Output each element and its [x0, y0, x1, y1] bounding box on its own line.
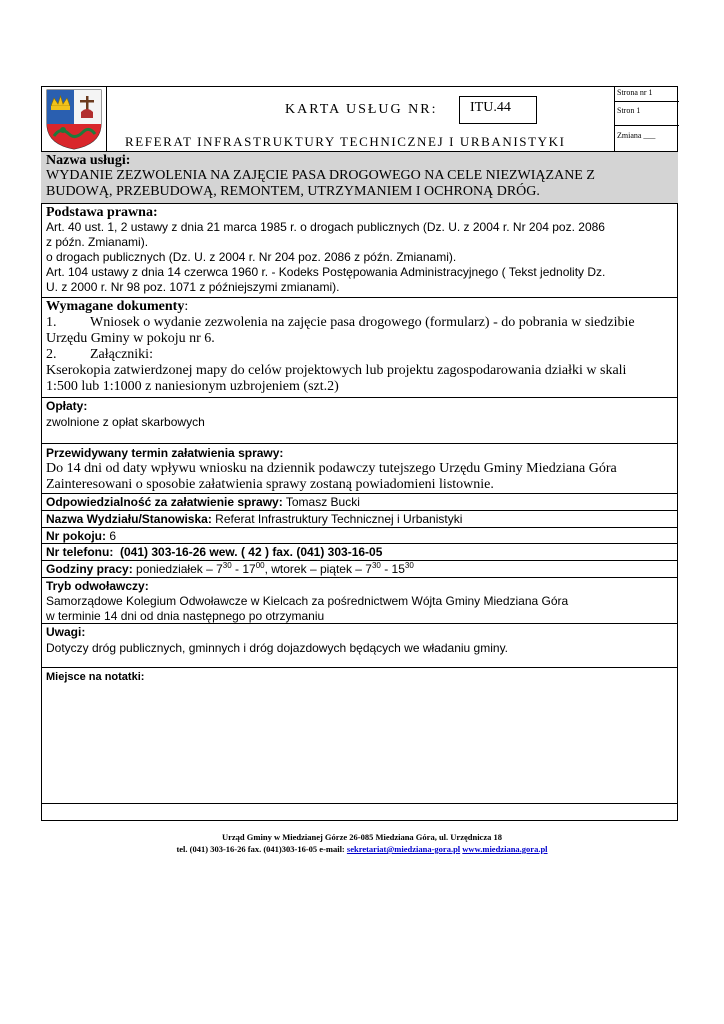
remarks-value: Dotyczy dróg publicznych, gminnych i dróg dojazdowych będących we władaniu gminy. — [46, 641, 509, 655]
document-1-number: 1. — [46, 315, 57, 330]
notes-section[interactable] — [41, 668, 678, 804]
footer-phone-fax: tel. (041) 303-16-26 fax. (041)303-16-05 e-mail: — [176, 844, 347, 854]
hours-part-3: , wtorek – piątek – 7 — [264, 562, 372, 576]
required-documents-section — [41, 298, 678, 398]
deadline-section — [41, 444, 678, 494]
service-name-section — [41, 152, 678, 204]
appeal-section — [41, 578, 678, 624]
service-name-label: Nazwa usługi: — [46, 153, 131, 168]
department-title: REFERAT INFRASTRUKTURY TECHNICZNEJ I URBANISTYKI — [125, 134, 566, 149]
documents-label: Wymagane dokumenty — [46, 299, 185, 314]
hours-sup-4: 30 — [404, 561, 414, 570]
remarks-section — [41, 624, 678, 668]
hours-section — [41, 561, 678, 578]
deadline-line-1: Do 14 dni od daty wpływu wniosku na dziennik podawczy tutejszego Urzędu Gminy Miedziana Góra — [46, 461, 617, 476]
document-2-label: Załączniki: — [90, 347, 153, 362]
deadline-line-2: Zainteresowani o sposobie załatwienia sprawy zostaną powiadomieni listownie. — [46, 477, 494, 492]
phone-label: Nr telefonu: — [46, 545, 114, 559]
appeal-label: Tryb odwoławczy: — [46, 579, 149, 593]
hours-label: Godziny pracy: — [46, 562, 133, 576]
unit-label: Nazwa Wydziału/Stanowiska: — [46, 512, 212, 526]
phone-section — [41, 544, 678, 561]
hours-sup-2: 00 — [255, 561, 265, 570]
legal-basis-line-5: U. z 2000 r. Nr 98 poz. 1071 z późniejszymi zmianami). — [46, 280, 340, 294]
change-field: Zmiana ___ — [617, 131, 656, 140]
footer-address: Urząd Gminy w Miedzianej Górze 26-085 Miedziana Góra, ul. Urzędnicza 18 — [222, 832, 502, 842]
unit-section — [41, 511, 678, 528]
legal-basis-section — [41, 204, 678, 298]
hours-part-4: - 15 — [380, 562, 405, 576]
header-title-cell — [107, 86, 614, 152]
attachment-line-2: 1:500 lub 1:1000 z naniesionym uzbrojeniem (szt.2) — [46, 379, 339, 394]
room-section — [41, 528, 678, 544]
fees-label: Opłaty: — [46, 399, 88, 413]
room-label: Nr pokoju: — [46, 529, 106, 543]
footer-website-link[interactable]: www.miedziana.gora.pl — [462, 844, 548, 854]
footer-contact — [0, 844, 724, 854]
appeal-line-1: Samorządowe Kolegium Odwoławcze w Kielcach za pośrednictwem Wójta Gminy Miedziana Góra — [46, 594, 569, 608]
legal-basis-line-3: o drogach publicznych (Dz. U. z 2004 r. Nr 204 poz. 2086 z późn. Zmianami). — [46, 250, 457, 264]
card-label: KARTA USŁUG NR: — [285, 102, 438, 117]
fees-section — [41, 398, 678, 444]
legal-basis-line-2: z późn. Zmianami). — [46, 235, 149, 249]
documents-label-colon: : — [184, 299, 189, 314]
page-count: Stron 1 — [615, 102, 679, 126]
responsible-section — [41, 494, 678, 511]
service-name-line-1: WYDANIE ZEZWOLENIA NA ZAJĘCIE PASA DROGOWEGO NA CELE NIEZWIĄZANE Z — [46, 168, 595, 183]
legal-basis-line-1: Art. 40 ust. 1, 2 ustawy z dnia 21 marca 1985 r. o drogach publicznych (Dz. U. z 2004 r. Nr 204 poz. 2086 — [46, 220, 605, 234]
document-1-text: Wniosek o wydanie zezwolenia na zajęcie pasa drogowego (formularz) - do pobrania w siedzibie — [90, 315, 635, 330]
hours-part-2: - 17 — [231, 562, 256, 576]
fees-value: zwolnione z opłat skarbowych — [46, 415, 205, 429]
phone-value: (041) 303-16-26 wew. ( 42 ) fax. (041) 303-16-05 — [120, 545, 383, 559]
legal-basis-line-4: Art. 104 ustawy z dnia 14 czerwca 1960 r. - Kodeks Postępowania Administracyjnego ( Tekst jednolity Dz. — [46, 265, 606, 279]
footer-email-link[interactable]: sekretariat@miedziana-gora.pl — [346, 844, 461, 854]
attachment-line-1: Kserokopia zatwierdzonej mapy do celów projektowych lub projektu zagospodarowania działki w skali — [46, 363, 627, 378]
appeal-line-2: w terminie 14 dni od dnia następnego po otrzymaniu — [46, 609, 325, 623]
room-value: 6 — [109, 529, 117, 543]
hours-sup-1: 30 — [222, 561, 232, 570]
responsible-person: Tomasz Bucki — [285, 495, 360, 509]
hours-sup-3: 30 — [371, 561, 381, 570]
deadline-label: Przewidywany termin załatwienia sprawy: — [46, 446, 284, 460]
service-name-line-2: BUDOWĄ, PRZEBUDOWĄ, REMONTEM, UTRZYMANIEM I OCHRONĄ DRÓG. — [46, 184, 540, 199]
card-number: ITU.44 — [459, 96, 537, 124]
logo-cell — [41, 86, 107, 152]
coat-of-arms-logo — [41, 86, 107, 152]
hours-part-1: poniedziałek – 7 — [136, 562, 223, 576]
unit-value: Referat Infrastruktury Technicznej i Urbanistyki — [215, 512, 463, 526]
responsible-label: Odpowiedzialność za załatwienie sprawy: — [46, 495, 283, 509]
remarks-label: Uwagi: — [46, 625, 86, 639]
notes-label: Miejsce na notatki: — [46, 671, 145, 683]
legal-basis-label: Podstawa prawna: — [46, 205, 158, 220]
document-2-number: 2. — [46, 347, 57, 362]
header-meta-cell — [614, 86, 678, 152]
document-1-text-cont: Urzędu Gminy w pokoju nr 6. — [46, 331, 215, 346]
page-number: Strona nr 1 — [615, 86, 679, 102]
